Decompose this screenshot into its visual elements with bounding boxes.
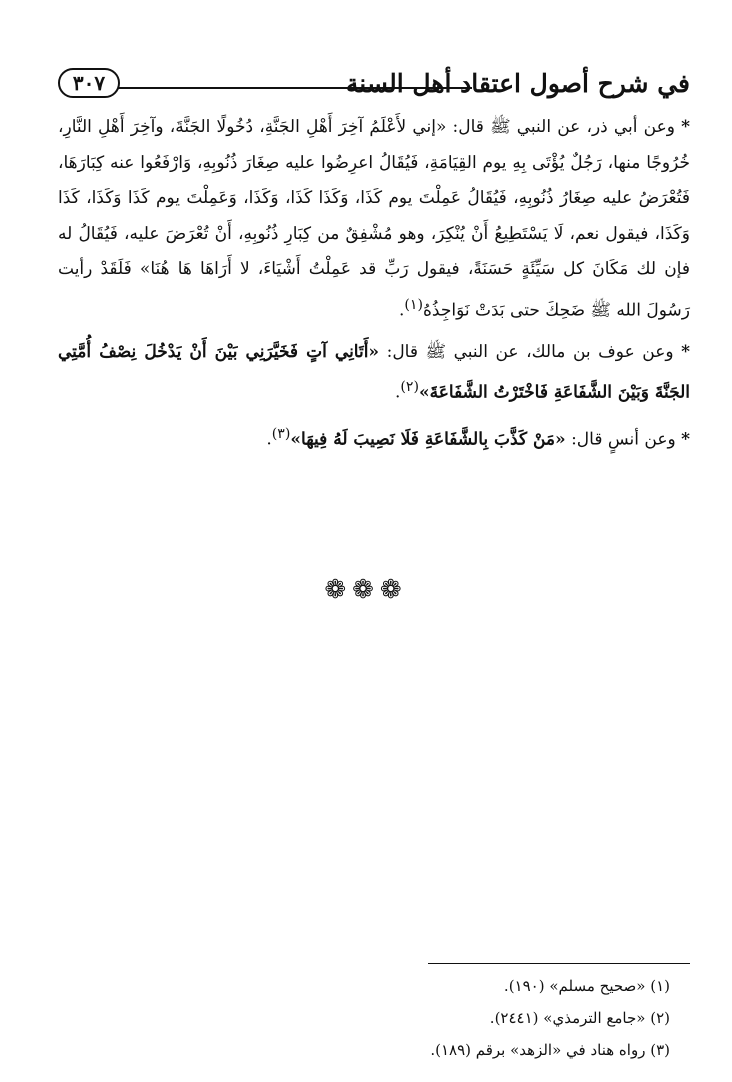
footnote-divider (428, 963, 690, 964)
hadith-quote: «مَنْ كَذَّبَ بِالشَّفَاعَةِ فَلَا نَصِيبَ لَهُ فِيهَا» (290, 429, 566, 450)
footnote-3: (٣) رواه هناد في «الزهد» برقم (١٨٩). (430, 1041, 670, 1059)
running-title: في شرح أصول اعتقاد أهل السنة (345, 69, 690, 98)
star-marker: * (681, 117, 690, 137)
paragraph-end: . (398, 300, 405, 321)
paragraph-text: وعن عوف بن مالك، عن النبي ﷺ قال: (379, 341, 682, 362)
footnotes (58, 970, 670, 1066)
star-marker: * (681, 341, 690, 362)
paragraph-end: . (394, 382, 401, 403)
page-number: ٣٠٧ (58, 68, 120, 98)
footnote-1: (١) «صحيح مسلم» (١٩٠). (503, 977, 670, 995)
footnote-ref[interactable]: (٢) (400, 379, 420, 396)
paragraph-awf-ibn-malik (58, 335, 690, 412)
star-marker: * (681, 429, 690, 450)
footnote-2: (٢) «جامع الترمذي» (٢٤٤١). (489, 1009, 670, 1027)
main-text (58, 110, 690, 458)
paragraph-text: وعن أنسٍ قال: (565, 429, 682, 450)
paragraph-end: . (266, 429, 272, 450)
footnote-ref[interactable]: (٣) (271, 426, 291, 443)
page-header (58, 62, 690, 106)
paragraph-anas (58, 417, 690, 458)
section-ornament-icon: ❁❁❁ (324, 575, 408, 605)
paragraph-abu-dharr (58, 110, 690, 329)
hadith-quote: «أَتَانِي آتٍ فَخَيَّرَنِي بَيْنَ أَنْ يَدْخُلَ نِصْفُ أُمَّتِي الجَنَّةَ وَبَيْنَ الشَّفَاعَةِ فَاخْتَرْتُ الشَّفَاعَةَ» (58, 341, 690, 403)
footnote-ref[interactable]: (١) (404, 296, 424, 313)
header-rule (118, 87, 472, 89)
paragraph-text: وعن أبي ذر، عن النبي ﷺ قال: «إني لأَعْلَمُ آخِرَ أَهْلِ الجَنَّةِ، دُخُولًا الجَنَّةَ، وآخِرَ أَهْلِ النَّارِ، خُرُوجًا منها، رَجُلٌ يُؤْتَى بِهِ يوم القِيَامَةِ، فَيُقَالُ اعرِضُوا عليه صِغَارَ ذُنُوبِهِ، وَارْفَعُوا عنه كِبَارَهَا، فَتُعْرَضُ عليه صِغَارُ ذُنُوبِهِ، فَيُقَالُ عَمِلْتَ يوم كَذَا، وَكَذَا كَذَا، وَكَذَا، وَعَمِلْتَ يوم كَذَا وَكَذَا، كَذَا وَكَذَا، فيقول نعم، لَا يَسْتَطِيعُ أَنْ يُنْكِرَ، وهو مُشْفِقٌ من كِبَارِ ذُنُوبِهِ، أَنْ تُعْرَضَ عليه، فَيُقَالُ له فإن لك مَكَانَ كل سَيِّئَةٍ حَسَنَةً، فيقول رَبِّ قد عَمِلْتُ أَشْيَاءَ، لا أَرَاهَا هَا هُنَا» فَلَقَدْ رأيت رَسُولَ الله ﷺ ضَحِكَ حتى بَدَتْ نَوَاجِذُهُ (58, 117, 690, 321)
